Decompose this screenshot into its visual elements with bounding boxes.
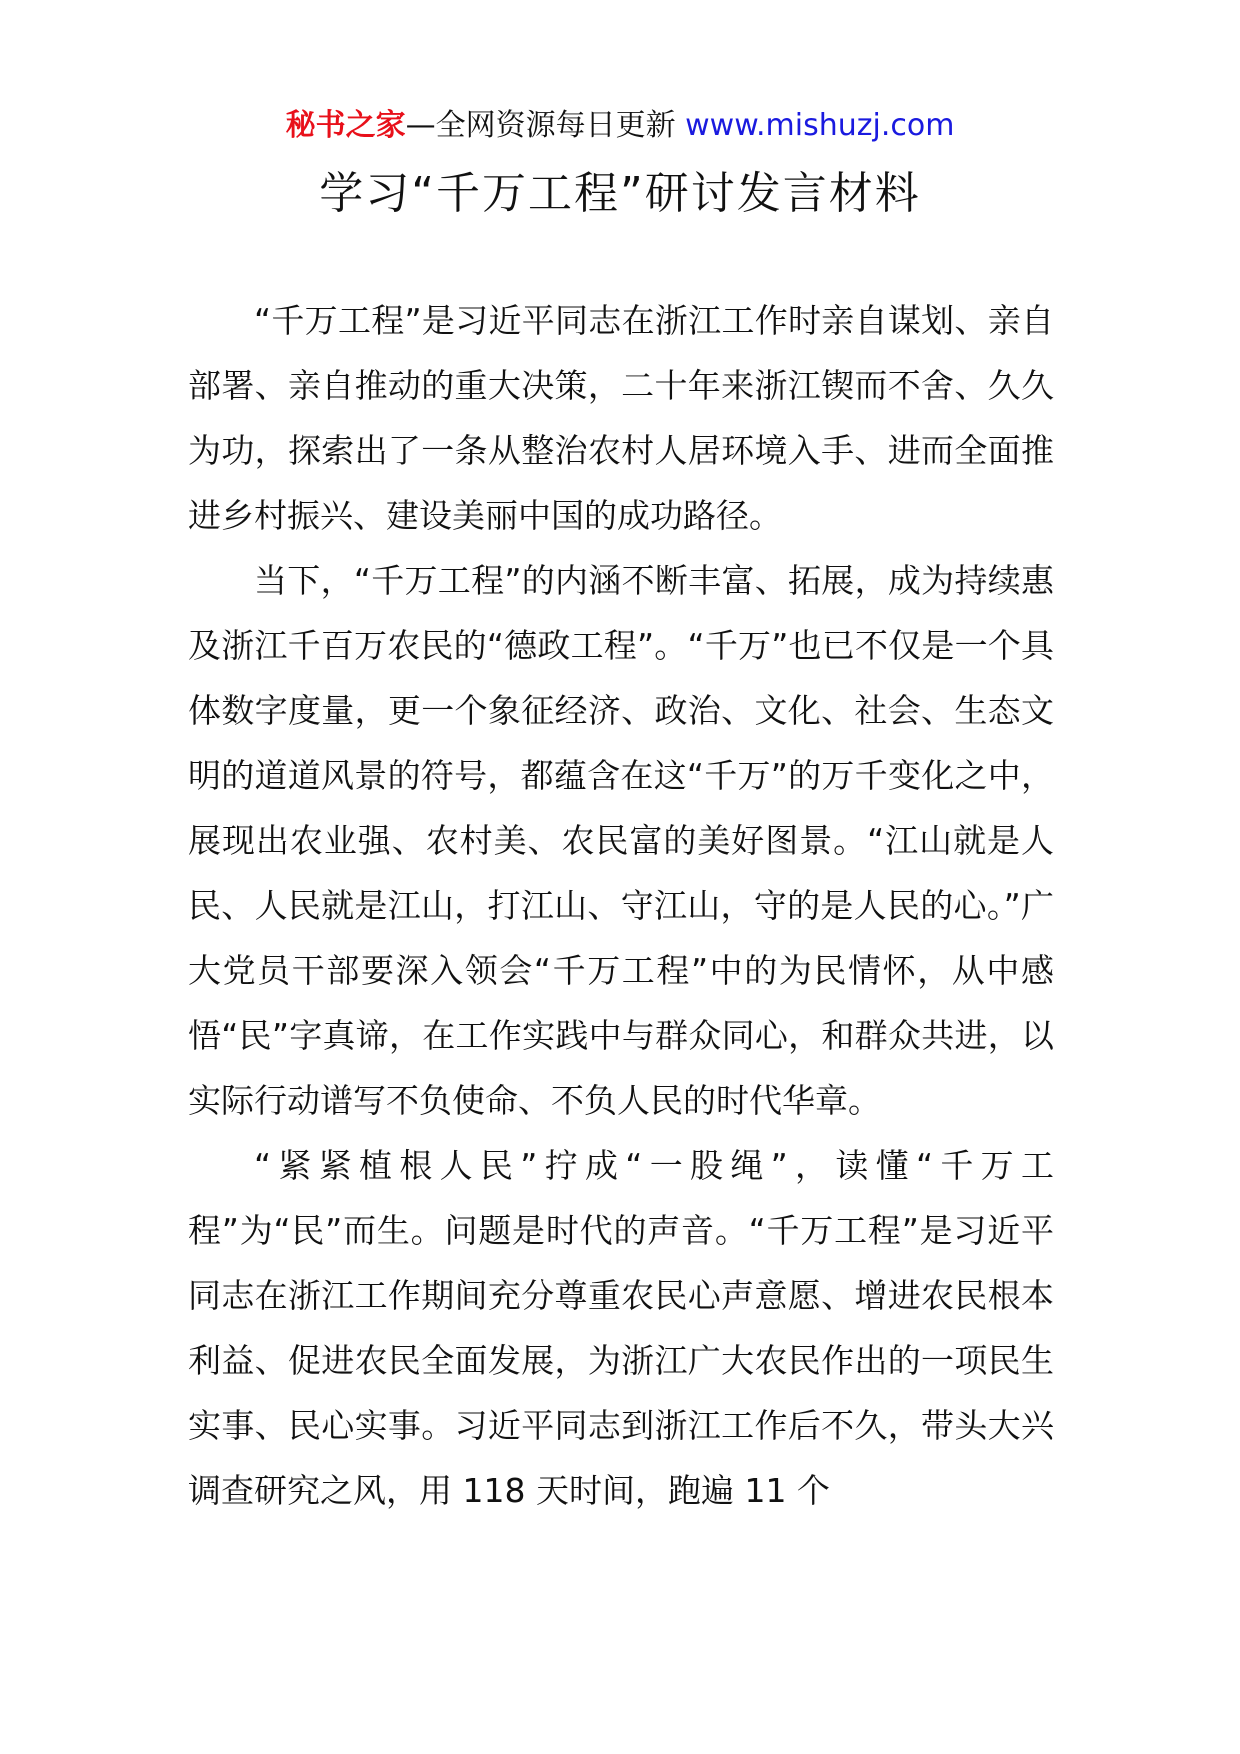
document-body	[188, 288, 1054, 1523]
header-slogan: —全网资源每日更新	[405, 108, 686, 143]
page-header	[0, 104, 1240, 148]
paragraph-2: 当下，“千万工程”的内涵不断丰富、拓展，成为持续惠及浙江千百万农民的“德政工程”。“千万”也已不仅是一个具体数字度量，更一个象征经济、政治、文化、社会、生态文明的道道风景的符号，都蕴含在这“千万”的万千变化之中，展现出农业强、农村美、农民富的美好图景。“江山就是人民、人民就是江山，打江山、守江山，守的是人民的心。”广大党员干部要深入领会“千万工程”中的为民情怀，从中感悟“民”字真谛，在工作实践中与群众同心，和群众共进，以实际行动谱写不负使命、不负人民的时代华章。	[188, 561, 1054, 1120]
document-title: 学习“千万工程”研讨发言材料	[319, 168, 921, 219]
paragraph-3: “紧紧植根人民”拧成“一股绳”，读懂“千万工程”为“民”而生。问题是时代的声音。“千万工程”是习近平同志在浙江工作期间充分尊重农民心声意愿、增进农民根本利益、促进农民全面发展，为浙江广大农民作出的一项民生实事、民心实事。习近平同志到浙江工作后不久，带头大兴调查研究之风，用 118 天时间，跑遍 11 个	[188, 1146, 1054, 1510]
header-url-link[interactable]: www.mishuzj.com	[685, 108, 955, 143]
paragraph-1: “千万工程”是习近平同志在浙江工作时亲自谋划、亲自部署、亲自推动的重大决策，二十年来浙江锲而不舍、久久为功，探索出了一条从整治农村人居环境入手、进而全面推进乡村振兴、建设美丽中国的成功路径。	[188, 301, 1054, 535]
header-brand: 秘书之家	[285, 108, 406, 143]
